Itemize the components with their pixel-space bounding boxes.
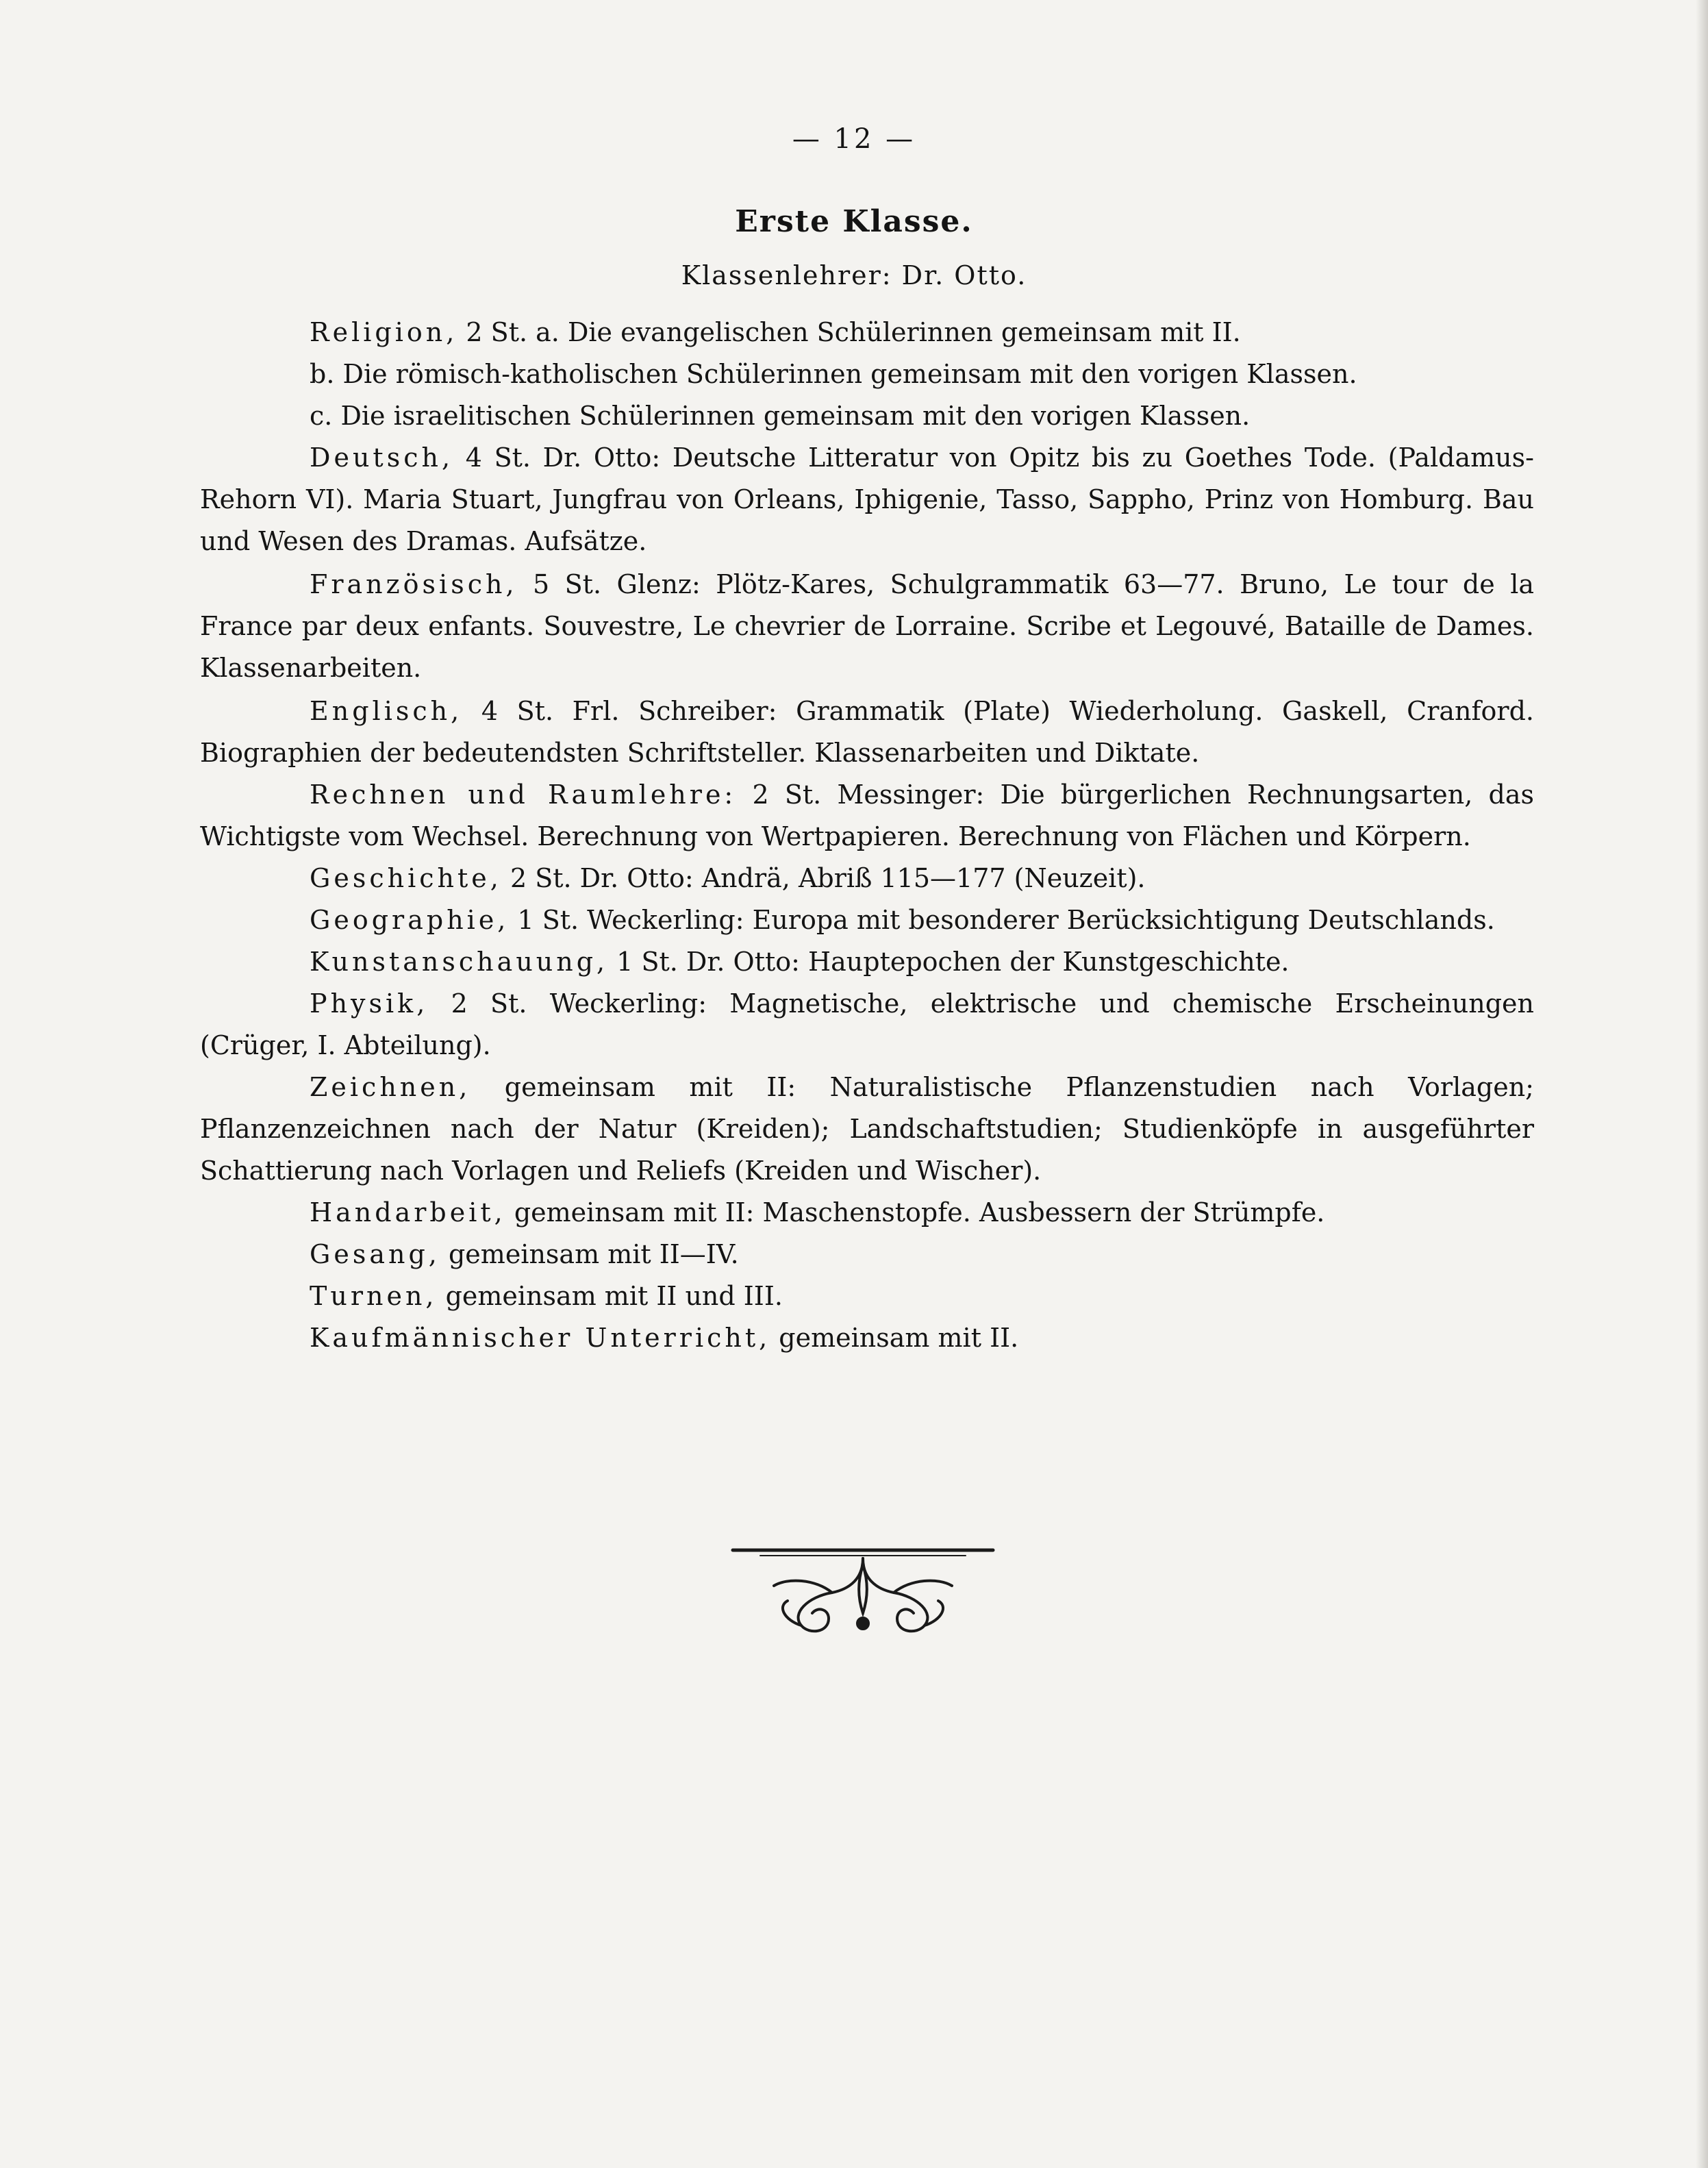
curriculum-list <box>200 312 1534 1359</box>
entry-deutsch <box>200 437 1534 562</box>
class-teacher: Klassenlehrer: Dr. Otto. <box>681 260 1027 290</box>
entry-englisch <box>200 690 1534 774</box>
kunstanschauung-text: 1 St. Dr. Otto: Hauptepochen der Kunstgeschichte. <box>608 947 1290 977</box>
subject-franzoesisch: Französisch, <box>310 569 518 599</box>
entry-geographie <box>200 899 1534 941</box>
subject-turnen: Turnen, <box>310 1281 438 1311</box>
subject-geographie: Geographie, <box>310 905 510 935</box>
entry-handarbeit <box>200 1192 1534 1234</box>
entry-geschichte <box>200 858 1534 899</box>
entry-franzoesisch <box>200 564 1534 689</box>
entry-religion <box>200 312 1534 353</box>
religion-part-c: c. Die israelitischen Schülerinnen gemeinsam mit den vorigen Klassen. <box>310 401 1251 431</box>
deutsch-text: 4 St. Dr. Otto: Deutsche Litteratur von Opitz bis zu Goethes Tode. (Paldamus-Rehorn VI). Maria Stuart, Jungfrau von Orleans, Iphigenie, Tasso, Sappho, Prinz von Homburg. Bau und Wesen des Dramas. Aufsätze. <box>200 443 1534 556</box>
subject-kunstanschauung: Kunstanschauung, <box>310 947 609 977</box>
religion-part-b: b. Die römisch-katholischen Schülerinnen gemeinsam mit den vorigen Klassen. <box>310 359 1357 389</box>
entry-rechnen <box>200 774 1534 858</box>
subject-kaufmaennisch: Kaufmännischer Unterricht, <box>310 1323 771 1353</box>
subject-religion: Religion, <box>310 317 458 347</box>
entry-turnen <box>200 1275 1534 1317</box>
entry-gesang <box>200 1234 1534 1275</box>
section-title: Erste Klasse. <box>735 204 973 239</box>
physik-text: 2 St. Weckerling: Magnetische, elektrische und chemische Erscheinungen (Crüger, I. Abteilung). <box>200 988 1534 1060</box>
subject-handarbeit: Handarbeit, <box>310 1197 506 1228</box>
zeichnen-text: gemeinsam mit II: Naturalistische Pflanzenstudien nach Vorlagen; Pflanzenzeichnen nach der Natur (Kreiden); Landschaftstudien; Studienköpfe in ausgeführter Schattierung nach Vorlagen und Reliefs (Kreiden und Wischer). <box>200 1072 1534 1186</box>
handarbeit-text: gemeinsam mit II: Maschenstopfe. Ausbessern der Strümpfe. <box>505 1197 1325 1228</box>
entry-kaufmaennisch <box>200 1317 1534 1359</box>
gesang-text: gemeinsam mit II—IV. <box>440 1239 739 1269</box>
turnen-text: gemeinsam mit II und III. <box>437 1281 783 1311</box>
page-number: — 12 — <box>792 123 916 155</box>
subject-rechnen: Rechnen und Raumlehre: <box>310 780 737 810</box>
subject-physik: Physik, <box>310 988 429 1019</box>
entry-physik <box>200 983 1534 1067</box>
subject-geschichte: Geschichte, <box>310 863 502 893</box>
page-edge-shadow <box>1696 0 1708 2168</box>
geographie-text: 1 St. Weckerling: Europa mit besonderer Berücksichtigung Deutschlands. <box>509 905 1495 935</box>
geschichte-text: 2 St. Dr. Otto: Andrä, Abriß 115—177 (Neuzeit). <box>501 863 1146 893</box>
religion-part-a: 2 St. a. Die evangelischen Schülerinnen gemeinsam mit II. <box>457 317 1241 347</box>
subject-deutsch: Deutsch, <box>310 443 454 473</box>
kaufmaennisch-text: gemeinsam mit II. <box>770 1323 1019 1353</box>
entry-kunstanschauung <box>200 941 1534 983</box>
ornament-flourish-icon <box>719 1538 1007 1641</box>
subject-englisch: Englisch, <box>310 696 463 726</box>
englisch-text: 4 St. Frl. Schreiber: Grammatik (Plate) Wiederholung. Gaskell, Cranford. Biographien der bedeutendsten Schriftsteller. Klassenarbeiten und Diktate. <box>200 696 1534 768</box>
subject-zeichnen: Zeichnen, <box>310 1072 471 1102</box>
franzoesisch-text: 5 St. Glenz: Plötz-Kares, Schulgrammatik 63—77. Bruno, Le tour de la France par deux enfants. Souvestre, Le chevrier de Lorraine. Scribe et Legouvé, Bataille de Dames. Klassenarbeiten. <box>200 569 1534 683</box>
entry-zeichnen <box>200 1067 1534 1192</box>
rechnen-text: 2 St. Messinger: Die bürgerlichen Rechnungsarten, das Wichtigste vom Wechsel. Berechnung von Wertpapieren. Berechnung von Flächen und Körpern. <box>200 780 1534 851</box>
subject-gesang: Gesang, <box>310 1239 440 1269</box>
